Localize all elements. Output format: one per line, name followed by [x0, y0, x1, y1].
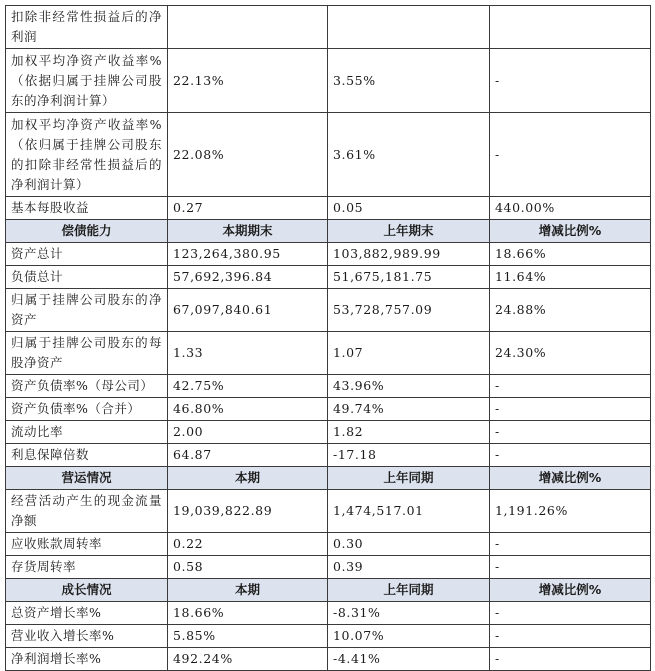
change-value: 440.00% [490, 197, 651, 220]
current-value: 64.87 [168, 444, 328, 467]
table-row [6, 398, 651, 421]
row-label: 应收账款周转率 [6, 533, 168, 556]
change-value: 24.30% [490, 332, 651, 375]
prior-value: 0.30 [328, 533, 490, 556]
prior-value: 53,728,757.09 [328, 289, 490, 332]
current-value: 42.75% [168, 375, 328, 398]
section-header-row [6, 467, 651, 490]
change-value: - [490, 625, 651, 648]
column-header: 增减比例% [490, 220, 651, 243]
prior-value: 49.74% [328, 398, 490, 421]
prior-value: 1.82 [328, 421, 490, 444]
current-value: 0.22 [168, 533, 328, 556]
change-value: - [490, 113, 651, 197]
prior-value: -4.41% [328, 648, 490, 671]
table-row [6, 266, 651, 289]
table-row [6, 49, 651, 113]
row-label: 加权平均净资产收益率%（依归属于挂牌公司股东的扣除非经常性损益后的净利润计算） [6, 113, 168, 197]
change-value: - [490, 444, 651, 467]
change-value: 11.64% [490, 266, 651, 289]
row-label: 加权平均净资产收益率%（依据归属于挂牌公司股东的净利润计算） [6, 49, 168, 113]
current-value: 67,097,840.61 [168, 289, 328, 332]
change-value: - [490, 556, 651, 579]
current-value: 22.08% [168, 113, 328, 197]
current-value [168, 6, 328, 49]
change-value: - [490, 398, 651, 421]
prior-value: 3.55% [328, 49, 490, 113]
current-value: 18.66% [168, 602, 328, 625]
prior-value: 1.07 [328, 332, 490, 375]
prior-value: 103,882,989.99 [328, 243, 490, 266]
column-header: 本期 [168, 467, 328, 490]
table-row [6, 6, 651, 49]
column-header: 上年同期 [328, 579, 490, 602]
financial-indicators-table [5, 5, 651, 671]
change-value: 1,191.26% [490, 490, 651, 533]
section-title: 成长情况 [6, 579, 168, 602]
row-label: 资产负债率%（合并） [6, 398, 168, 421]
table-row [6, 421, 651, 444]
change-value: 18.66% [490, 243, 651, 266]
table-row [6, 289, 651, 332]
change-value [490, 6, 651, 49]
table-row [6, 113, 651, 197]
table-row [6, 444, 651, 467]
table-row [6, 648, 651, 671]
prior-value: 1,474,517.01 [328, 490, 490, 533]
current-value: 2.00 [168, 421, 328, 444]
change-value: - [490, 49, 651, 113]
section-header-row [6, 220, 651, 243]
current-value: 1.33 [168, 332, 328, 375]
section-title: 营运情况 [6, 467, 168, 490]
change-value: - [490, 421, 651, 444]
column-header: 增减比例% [490, 579, 651, 602]
column-header: 本期 [168, 579, 328, 602]
row-label: 营业收入增长率% [6, 625, 168, 648]
row-label: 总资产增长率% [6, 602, 168, 625]
prior-value: 43.96% [328, 375, 490, 398]
change-value: 24.88% [490, 289, 651, 332]
table-row [6, 602, 651, 625]
row-label: 负债总计 [6, 266, 168, 289]
prior-value: 10.07% [328, 625, 490, 648]
table-row [6, 533, 651, 556]
table-row [6, 243, 651, 266]
current-value: 123,264,380.95 [168, 243, 328, 266]
row-label: 利息保障倍数 [6, 444, 168, 467]
prior-value: 3.61% [328, 113, 490, 197]
current-value: 57,692,396.84 [168, 266, 328, 289]
row-label: 资产负债率%（母公司） [6, 375, 168, 398]
change-value: - [490, 533, 651, 556]
column-header: 增减比例% [490, 467, 651, 490]
section-header-row [6, 579, 651, 602]
change-value: - [490, 602, 651, 625]
row-label: 基本每股收益 [6, 197, 168, 220]
prior-value: 0.05 [328, 197, 490, 220]
row-label: 存货周转率 [6, 556, 168, 579]
row-label: 净利润增长率% [6, 648, 168, 671]
current-value: 19,039,822.89 [168, 490, 328, 533]
prior-value [328, 6, 490, 49]
current-value: 22.13% [168, 49, 328, 113]
prior-value: -8.31% [328, 602, 490, 625]
row-label: 经营活动产生的现金流量净额 [6, 490, 168, 533]
row-label: 归属于挂牌公司股东的每股净资产 [6, 332, 168, 375]
current-value: 0.58 [168, 556, 328, 579]
prior-value: -17.18 [328, 444, 490, 467]
row-label: 资产总计 [6, 243, 168, 266]
current-value: 0.27 [168, 197, 328, 220]
current-value: 492.24% [168, 648, 328, 671]
table-row [6, 197, 651, 220]
current-value: 5.85% [168, 625, 328, 648]
table-row [6, 625, 651, 648]
row-label: 归属于挂牌公司股东的净资产 [6, 289, 168, 332]
row-label: 扣除非经常性损益后的净利润 [6, 6, 168, 49]
prior-value: 0.39 [328, 556, 490, 579]
change-value: - [490, 375, 651, 398]
table-row [6, 556, 651, 579]
current-value: 46.80% [168, 398, 328, 421]
prior-value: 51,675,181.75 [328, 266, 490, 289]
section-title: 偿债能力 [6, 220, 168, 243]
table-row [6, 490, 651, 533]
column-header: 上年期末 [328, 220, 490, 243]
table-row [6, 332, 651, 375]
column-header: 上年同期 [328, 467, 490, 490]
change-value: - [490, 648, 651, 671]
table-row [6, 375, 651, 398]
column-header: 本期期末 [168, 220, 328, 243]
row-label: 流动比率 [6, 421, 168, 444]
